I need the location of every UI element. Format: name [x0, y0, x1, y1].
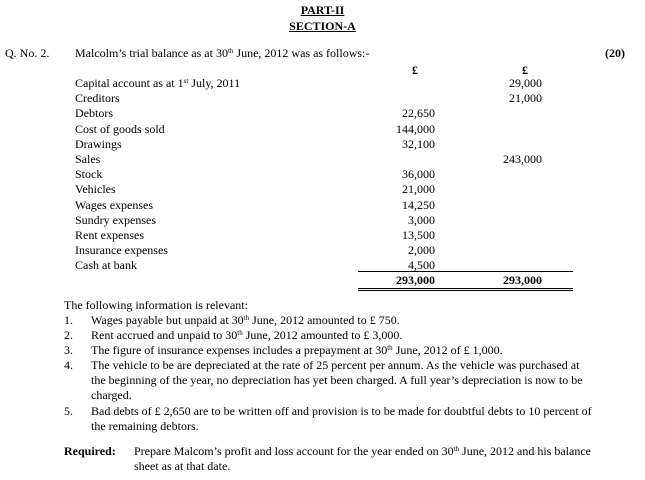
row-label: Capital account as at 1st July, 2011	[75, 76, 241, 90]
row-debit-value: 144,000	[396, 121, 435, 136]
question-number: Q. No. 2.	[5, 46, 50, 60]
row-label: Rent expenses	[75, 228, 144, 242]
required-label: Required:	[64, 444, 116, 458]
row-credit-value: 243,000	[503, 152, 542, 166]
info-item-text: the beginning of the year, no depreciation has yet been charged. A full year’s depreciation is now to be	[91, 373, 583, 388]
info-item-number: 5.	[64, 404, 73, 418]
row-label: Cash at bank	[75, 258, 137, 273]
currency-credit-header: £	[522, 63, 528, 77]
row-debit-value: 14,250	[402, 197, 435, 212]
totals-bottom-rule-1	[358, 288, 573, 289]
row-label: Stock	[75, 167, 103, 182]
row-debit-value: 22,650	[402, 106, 435, 121]
row-label: Insurance expenses	[75, 243, 168, 258]
total-debit: 293,000	[396, 273, 435, 287]
row-debit-value: 13,500	[402, 228, 435, 242]
info-item-text: The vehicle to be are depreciated at the rate of 25 percent per annum. As the vehicle was purchased at	[91, 358, 580, 372]
part-heading: PART-II	[300, 3, 345, 17]
info-item-number: 4.	[64, 358, 73, 372]
info-item-text: Wages payable but unpaid at 30th June, 2012 amounted to £ 750.	[91, 313, 400, 327]
total-credit: 293,000	[503, 273, 542, 287]
section-heading: SECTION-A	[289, 19, 356, 33]
row-debit-value: 36,000	[402, 167, 435, 182]
row-credit-value: 21,000	[509, 91, 542, 106]
info-item-text: the remaining debtors.	[91, 419, 199, 434]
info-item-number: 1.	[64, 313, 73, 327]
info-item-text: The figure of insurance expenses includes a prepayment at 30th June, 2012 of £ 1,000.	[91, 343, 503, 357]
row-label: Creditors	[75, 91, 120, 106]
info-item-number: 2.	[64, 328, 73, 342]
row-label: Wages expenses	[75, 197, 154, 212]
totals-bottom-rule-2	[358, 290, 573, 291]
row-debit-value: 32,100	[402, 136, 435, 151]
info-item-text: Bad debts of £ 2,650 are to be written off and provision is to be made for doubtful debts to 10 percent of	[91, 404, 592, 418]
row-credit-value: 29,000	[509, 76, 542, 90]
currency-debit-header: £	[412, 63, 418, 77]
row-debit-value: 4,500	[408, 258, 435, 273]
row-debit-value: 21,000	[402, 182, 435, 197]
question-marks: (20)	[605, 46, 625, 60]
required-line-2: sheet as at that date.	[134, 459, 231, 473]
question-intro: Malcolm’s trial balance as at 30th June, 2012 was as follows:-	[75, 46, 370, 60]
row-label: Sundry expenses	[75, 212, 156, 227]
row-debit-value: 3,000	[408, 212, 435, 227]
row-debit-value: 2,000	[408, 243, 435, 258]
row-label: Cost of goods sold	[75, 121, 165, 136]
row-label: Debtors	[75, 106, 113, 121]
info-intro: The following information is relevant:	[64, 298, 248, 312]
info-item-number: 3.	[64, 343, 73, 357]
required-line-1: Prepare Malcom’s profit and loss account for the year ended on 30th June, 2012 and his balance	[134, 444, 591, 458]
totals-top-rule	[358, 271, 573, 272]
info-item-text: Rent accrued and unpaid to 30th June, 2012 amounted to £ 3,000.	[91, 328, 403, 342]
row-label: Sales	[75, 152, 101, 166]
info-item-text: charged.	[91, 388, 132, 403]
row-label: Vehicles	[75, 182, 116, 197]
row-label: Drawings	[75, 136, 122, 151]
